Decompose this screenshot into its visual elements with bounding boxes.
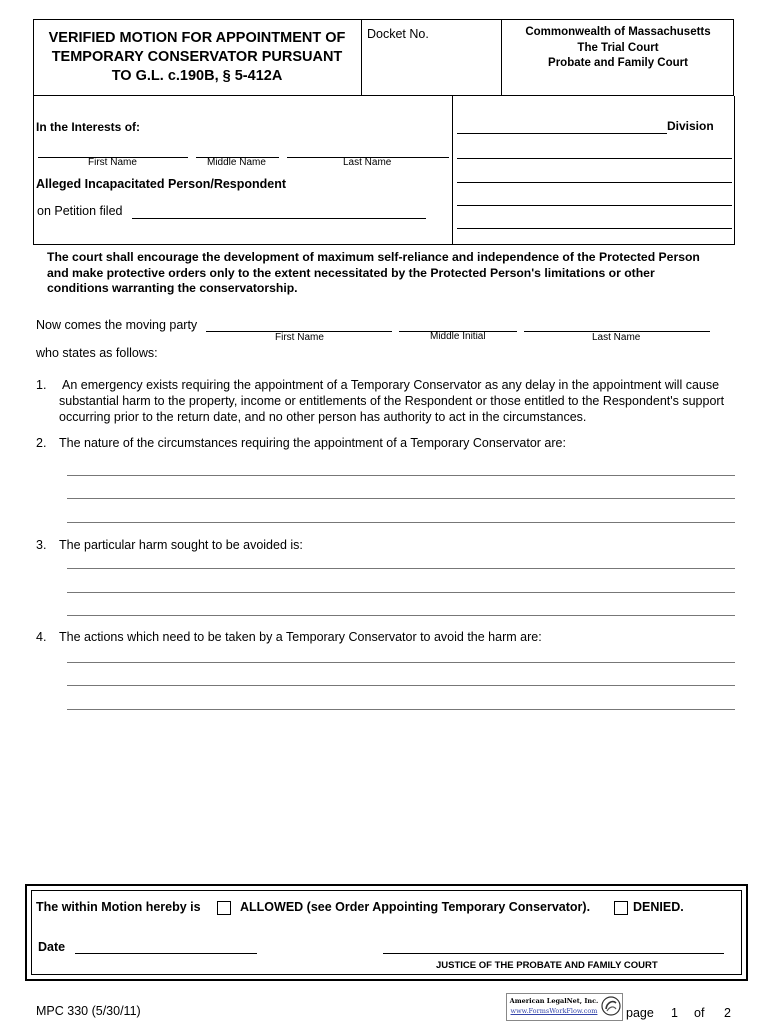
last-name-label: Last Name — [343, 157, 392, 168]
item-2-text: The nature of the circumstances requiring the appointment of a Temporary Conservator are: — [59, 436, 566, 450]
item-2-number: 2. — [36, 436, 47, 450]
right-caption-line-4 — [457, 228, 732, 229]
item-2-line-1 — [67, 475, 735, 476]
right-caption-line-1 — [457, 158, 732, 159]
date-label: Date — [38, 940, 66, 954]
right-caption-input-2[interactable] — [458, 167, 730, 181]
item-1-line-1: An emergency exists requiring the appointment of a Temporary Conservator as any delay in the appointment will cause — [62, 378, 720, 392]
vendor-logo-icon — [601, 996, 621, 1016]
justice-label: JUSTICE OF THE PROBATE AND FAMILY COURT — [436, 960, 658, 971]
item-1-text — [59, 378, 724, 425]
court-name — [503, 25, 733, 72]
motion-label: The within Motion hereby is — [36, 900, 201, 914]
item-1-line-2: substantial harm to the property, income or entitlements of the Respondent or those entitled to the Respondent's support — [59, 393, 725, 408]
item-4-text: The actions which need to be taken by a Temporary Conservator to avoid the harm are: — [59, 630, 542, 644]
moving-first-name-input[interactable] — [207, 316, 391, 330]
division-line — [457, 133, 667, 134]
notice-line-2: and make protective orders only to the extent necessitated by the Protected Person's limitations or other — [47, 265, 655, 280]
moving-first-label: First Name — [275, 332, 324, 343]
item-1-number: 1. — [36, 378, 47, 392]
moving-last-name-input[interactable] — [525, 316, 709, 330]
title-line-1: VERIFIED MOTION FOR APPOINTMENT OF — [48, 30, 346, 46]
item-4-line-1 — [67, 662, 735, 663]
item-3-number: 3. — [36, 538, 47, 552]
notice-line-1: The court shall encourage the development of maximum self-reliance and independence of the Protected Person — [47, 250, 700, 264]
right-caption-input-1[interactable] — [458, 143, 730, 157]
header-divider-1 — [361, 19, 362, 96]
allowed-checkbox[interactable] — [217, 901, 231, 915]
middle-name-label: Middle Name — [207, 157, 266, 168]
docket-label: Docket No. — [367, 27, 429, 41]
form-id: MPC 330 (5/30/11) — [36, 1004, 141, 1018]
right-caption-line-3 — [457, 205, 732, 206]
vendor-url[interactable]: www.FormsWorkFlow.com — [510, 1007, 598, 1015]
signature-line — [383, 953, 724, 954]
item-4-line-3 — [67, 709, 735, 710]
item-4-line-2 — [67, 685, 735, 686]
moving-middle-label: Middle Initial — [430, 331, 486, 342]
denied-checkbox[interactable] — [614, 901, 628, 915]
docket-number-input[interactable] — [367, 48, 495, 62]
respondent-last-name-input[interactable] — [287, 142, 449, 156]
item-4-number: 4. — [36, 630, 47, 644]
item-3-input-3[interactable] — [69, 600, 733, 614]
moving-party-label: Now comes the moving party — [36, 318, 198, 332]
states-label: who states as follows: — [36, 346, 158, 360]
petition-filed-line — [132, 218, 426, 219]
caption-bottom-border — [33, 244, 735, 245]
item-2-input-1[interactable] — [69, 460, 733, 474]
item-2-line-2 — [67, 498, 735, 499]
court-line-3: Probate and Family Court — [548, 57, 688, 69]
protective-notice — [47, 250, 700, 297]
caption-divider — [452, 96, 453, 244]
allowed-label: ALLOWED (see Order Appointing Temporary Conservator). — [240, 900, 591, 914]
form-title — [36, 29, 358, 86]
of-label: of — [694, 1006, 705, 1020]
vendor-name: American LegalNet, Inc. — [509, 997, 599, 1005]
moving-last-label: Last Name — [592, 332, 641, 343]
page-label: page — [626, 1006, 654, 1020]
item-4-input-2[interactable] — [69, 670, 733, 684]
item-1-line-3: occurring prior to the return date, and no other person has authority to act in the circumstances. — [59, 409, 587, 424]
caption-left-border — [33, 96, 34, 244]
court-line-1: Commonwealth of Massachusetts — [525, 26, 711, 38]
header-divider-2 — [501, 19, 502, 96]
item-3-line-2 — [67, 592, 735, 593]
notice-line-3: conditions warranting the conservatorship. — [47, 281, 298, 295]
interests-label: In the Interests of: — [36, 120, 141, 134]
first-name-label: First Name — [88, 157, 137, 168]
respondent-label: Alleged Incapacitated Person/Respondent — [36, 177, 287, 191]
item-3-line-1 — [67, 568, 735, 569]
denied-label: DENIED. — [633, 900, 684, 914]
respondent-middle-name-input[interactable] — [196, 142, 279, 156]
right-caption-line-2 — [457, 182, 732, 183]
item-2-input-2[interactable] — [69, 483, 733, 497]
item-3-text: The particular harm sought to be avoided is: — [59, 538, 303, 552]
page-number: 1 — [671, 1006, 678, 1020]
justice-signature-input[interactable] — [385, 938, 722, 952]
right-caption-input-4[interactable] — [458, 213, 730, 227]
moving-middle-initial-input[interactable] — [400, 316, 516, 330]
page-total: 2 — [724, 1006, 731, 1020]
title-line-2: TEMPORARY CONSERVATOR PURSUANT — [51, 49, 343, 65]
respondent-first-name-input[interactable] — [38, 142, 188, 156]
date-input[interactable] — [77, 938, 255, 952]
item-4-input-1[interactable] — [69, 647, 733, 661]
court-line-2: The Trial Court — [577, 41, 659, 54]
petition-filed-input[interactable] — [134, 203, 424, 217]
item-2-line-3 — [67, 522, 735, 523]
item-3-line-3 — [67, 615, 735, 616]
item-3-input-1[interactable] — [69, 553, 733, 567]
item-2-input-3[interactable] — [69, 507, 733, 521]
caption-right-border — [734, 96, 735, 244]
date-line — [75, 953, 257, 954]
title-line-3: TO G.L. c.190B, § 5-412A — [111, 68, 283, 84]
item-4-input-3[interactable] — [69, 694, 733, 708]
division-label: Division — [667, 119, 714, 133]
right-caption-input-3[interactable] — [458, 190, 730, 204]
division-input[interactable] — [458, 118, 666, 132]
item-3-input-2[interactable] — [69, 577, 733, 591]
petition-filed-label: on Petition filed — [37, 204, 123, 218]
